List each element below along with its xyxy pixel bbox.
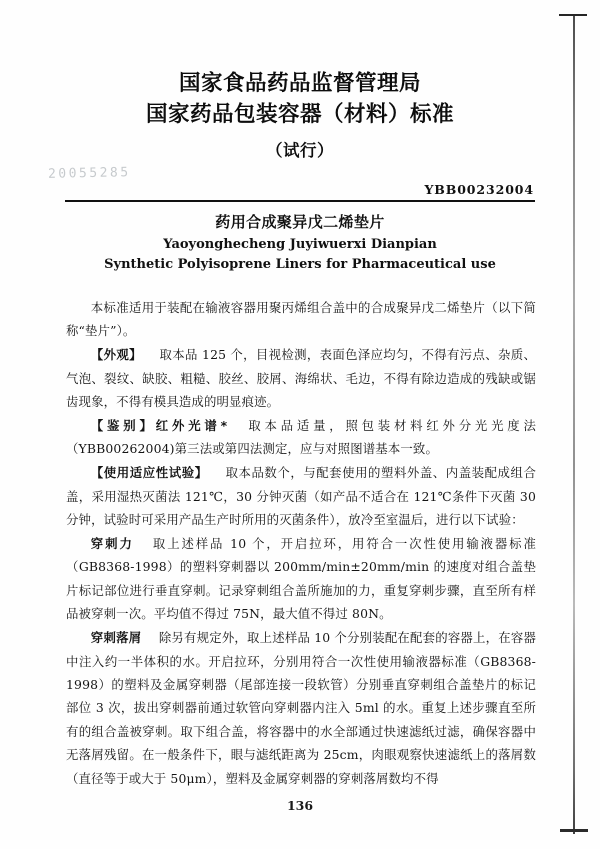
scan-tick-bottom-icon bbox=[560, 829, 588, 832]
header-divider bbox=[65, 200, 535, 202]
paragraph-fragmentation bbox=[66, 626, 536, 790]
product-title-pinyin: Yaoyonghecheng Juyiwuerxi Dianpian bbox=[163, 237, 437, 252]
archive-stamp: 20055285 bbox=[47, 165, 131, 182]
scan-tick-top-icon bbox=[559, 14, 587, 16]
paragraph-puncture-force bbox=[66, 532, 536, 626]
appearance-label: 【外观】 bbox=[90, 347, 142, 363]
puncture-force-text: 取上述样品 10 个，开启拉环，用符合一次性使用输液器标准（GB8368-1998）的塑料穿刺器以 200mm/min±20mm/min 的速度对组合盖垫片标记部位进行垂直穿刺。记录穿刺组合盖所施加的力，重复穿刺步骤，直至所有样品被穿刺一次。平均值不得过 75N，最大值不得过 80N。 bbox=[66, 536, 536, 622]
document-body bbox=[66, 296, 536, 791]
paragraph-scope: 本标准适用于装配在输液容器用聚丙烯组合盖中的合成聚异戊二烯垫片（以下简称“垫片”）。 bbox=[66, 300, 536, 339]
fragmentation-text: 除另有规定外，取上述样品 10 个分别装配在配套的容器上，在容器中注入约一半体积的水。开启拉环，分别用符合一次性使用输液器标准（GB8368-1998）的塑料及金属穿刺器（尾部连接一段软管）分别垂直穿刺组合盖垫片的标记部位 3 次，拔出穿刺器前通过软管向穿刺器内注入 5ml 的水。重复上述步骤直至所有的组合盖被穿刺。取下组合盖，将容器中的水全部通过快速滤纸过滤，确保容器中无落屑残留。在一般条件下，眼与滤纸距离为 25cm，肉眼观察快速滤纸上的落屑数（直径等于或大于 50μm），塑料及金属穿刺器的穿刺落屑数均不得 bbox=[66, 630, 536, 786]
issuing-authority: 国家食品药品监督管理局 bbox=[178, 71, 421, 96]
document-header bbox=[0, 68, 600, 166]
page-number: 136 bbox=[286, 798, 314, 813]
title-block bbox=[0, 212, 600, 275]
product-title-english: Synthetic Polyisoprene Liners for Pharmaceutical use bbox=[104, 257, 496, 272]
paragraph-suitability bbox=[66, 461, 536, 531]
standard-series-title: 国家药品包装容器（材料）标准 bbox=[145, 102, 454, 127]
paragraph-identification bbox=[66, 414, 536, 461]
appearance-text: 取本品 125 个，目视检测，表面色泽应均匀，不得有污点、杂质、气泡、裂纹、缺胶、粗糙、胶丝、胶屑、海绵状、毛边，不得有除边造成的残缺或锯齿现象，不得有模具造成的明显痕迹。 bbox=[66, 347, 536, 410]
standard-number: YBB00232004 bbox=[424, 182, 534, 197]
standard-status-note: （试行） bbox=[266, 141, 334, 160]
puncture-force-label: 穿刺力 bbox=[90, 536, 134, 552]
suitability-label: 【使用适应性试验】 bbox=[90, 465, 208, 481]
fragmentation-label: 穿刺落屑 bbox=[90, 630, 142, 646]
identification-text: 取本品适量，照包装材料红外分光光度法（YBB00262004)第三法或第四法测定，应与对照图谱基本一致。 bbox=[66, 418, 536, 457]
paragraph-appearance bbox=[66, 343, 536, 413]
product-title-chinese: 药用合成聚异戊二烯垫片 bbox=[215, 213, 385, 231]
identification-label: 【鉴别】红外光谱* bbox=[90, 418, 228, 434]
suitability-text: 取本品数个，与配套使用的塑料外盖、内盖装配成组合盖，采用湿热灭菌法 121℃，30 分钟灭菌（如产品不适合在 121℃条件下灭菌 30 分钟，试验时可采用产品生产时所用的灭菌条件），放冷至室温后，进行以下试验： bbox=[66, 465, 536, 528]
